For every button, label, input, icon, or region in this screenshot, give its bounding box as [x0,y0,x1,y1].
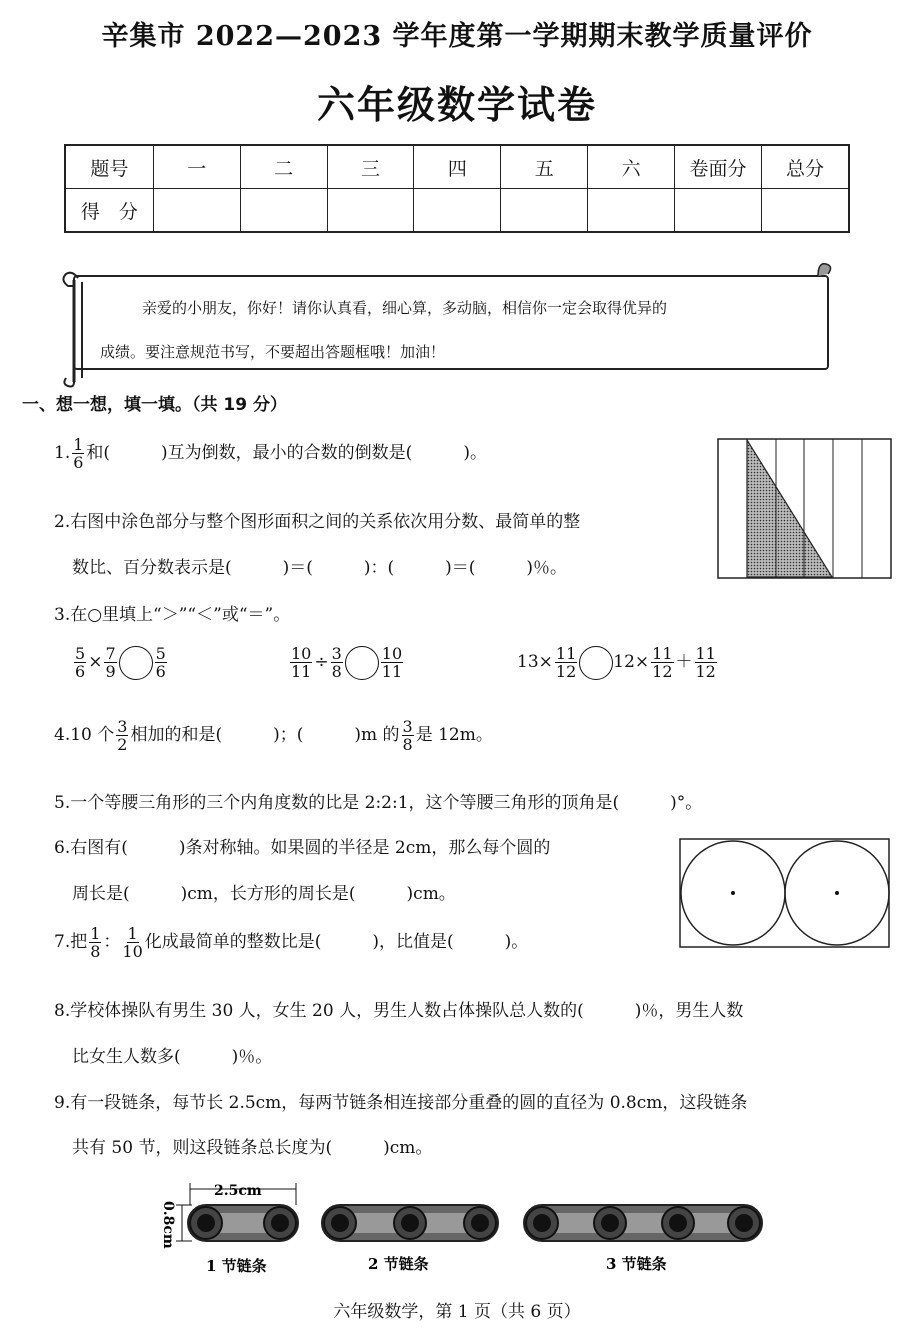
q3-expression-3 [517,645,719,680]
notice-line-1: 亲爱的小朋友，你好！请你认真看，细心算，多动脑，相信你一定会取得优异的 [142,299,668,317]
frac-denominator: 12 [652,662,673,681]
fraction [89,925,101,960]
frac-numerator: 1 [90,924,101,943]
score-header-cell: 五 [501,145,588,189]
chain-label-1: 1 节链条 [206,1257,267,1275]
frac-denominator: 8 [90,942,101,961]
chain-length-label: 2.5cm [214,1183,262,1199]
question-6-line-2: 周长是( )cm，长方形的周长是( )cm。 [72,884,456,904]
fraction [402,718,414,753]
score-input-cell[interactable] [153,189,240,233]
fraction [651,645,673,680]
operator: × [88,652,103,672]
q4-text-pre: 4.10 个 [54,725,115,745]
scroll-banner [58,258,838,388]
exam-header-title: 辛集市 2022—2023 学年度第一学期期末教学质量评价 [101,21,813,52]
fraction [74,645,86,680]
score-input-cell[interactable] [501,189,588,233]
compare-circle[interactable] [579,646,613,680]
frac-denominator: 6 [73,453,84,472]
q7-text-post: 化成最简单的整数比是( )，比值是( )。 [144,932,529,952]
operator: ÷ [314,652,329,672]
frac-denominator: 12 [695,662,716,681]
operator: ＋ [675,652,693,672]
question-8-line-1: 8.学校体操队有男生 30 人，女生 20 人，男生人数占体操队总人数的( )％，男生人数 [54,1001,744,1021]
score-input-cell[interactable] [327,189,414,233]
score-header-cell: 六 [588,145,675,189]
chain-figure [140,1175,780,1285]
section-1-title: 一、想一想，填一填。（共 19 分） [22,395,287,415]
frac-denominator: 6 [75,662,86,681]
page-footer: 六年级数学，第 1 页（共 6 页） [333,1302,581,1322]
question-9-line-2: 共有 50 节，则这段链条总长度为( )cm。 [72,1138,433,1158]
q1-number: 1. [54,443,71,463]
q7-text-pre: 7.把 [54,932,88,952]
fraction [555,645,577,680]
chain-diameter-label: 0.8cm [160,1201,176,1249]
frac-numerator: 11 [555,644,577,663]
frac-numerator: 3 [331,644,342,663]
fraction [331,645,343,680]
score-input-cell[interactable] [588,189,675,233]
fraction [122,925,142,960]
frac-numerator: 3 [117,717,128,736]
frac-denominator: 10 [122,942,143,961]
notice-line-2: 成绩。要注意规范书写，不要超出答题框哦！加油！ [100,343,446,361]
question-8-line-2: 比女生人数多( )％。 [72,1047,273,1067]
frac-denominator: 12 [555,662,577,681]
score-row-label: 得 分 [65,189,153,233]
exam-subtitle: 六年级数学试卷 [316,82,597,127]
fraction [155,645,167,680]
frac-denominator: 8 [402,735,413,754]
q3-expression-1 [72,645,169,680]
frac-numerator: 1 [73,435,84,454]
shaded-rectangle-figure [717,438,893,580]
score-input-cell[interactable] [675,189,762,233]
q1-text: 和( )互为倒数，最小的合数的倒数是( )。 [86,443,487,463]
frac-numerator: 5 [75,644,86,663]
question-5: 5.一个等腰三角形的三个内角度数的比是 2:2:1，这个等腰三角形的顶角是( )°。 [54,793,703,813]
frac-numerator: 1 [127,924,138,943]
score-header-cell: 二 [240,145,327,189]
score-header-cell: 一 [153,145,240,189]
score-header-cell: 卷面分 [675,145,762,189]
frac-numerator: 7 [105,644,116,663]
frac-denominator: 8 [331,662,342,681]
q3-expression-2 [288,645,405,680]
score-table [64,144,850,233]
score-input-cell[interactable] [240,189,327,233]
score-header-cell: 总分 [762,145,850,189]
fraction [381,645,403,680]
chain-2-links [322,1205,498,1241]
frac-numerator: 10 [381,644,403,663]
score-input-cell[interactable] [414,189,501,233]
frac-numerator: 10 [291,644,312,663]
question-2-line-1: 2.右图中涂色部分与整个图形面积之间的关系依次用分数、最简单的整 [54,512,581,532]
frac-numerator: 11 [695,644,716,663]
fraction [290,645,312,680]
frac-numerator: 5 [155,644,166,663]
operand-text: 13× [517,652,553,672]
fraction [695,645,717,680]
chain-1-link [188,1205,298,1241]
operator: ： [103,932,121,952]
fraction [104,645,116,680]
q4-text-post: 是 12m。 [415,725,493,745]
question-9-line-1: 9.有一段链条，每节长 2.5cm，每两节链条相连接部分重叠的圆的直径为 0.8cm，这段链条 [54,1093,748,1113]
question-7 [54,925,528,960]
question-6-line-1: 6.右图有( )条对称轴。如果圆的半径是 2cm，那么每个圆的 [54,838,551,858]
chain-label-3: 3 节链条 [606,1255,667,1273]
frac-numerator: 3 [402,717,413,736]
operand-text: 12× [613,652,650,672]
score-header-cell: 四 [414,145,501,189]
compare-circle[interactable] [345,646,379,680]
question-4 [54,718,493,753]
chain-label-2: 2 节链条 [368,1255,429,1273]
score-table-score-row [65,189,849,233]
question-1 [54,436,487,471]
score-table-header-row [65,145,849,189]
frac-numerator: 11 [652,644,673,663]
fraction [116,718,128,753]
score-header-cell: 题号 [65,145,153,189]
q4-text-mid: 相加的和是( )；( )m 的 [130,725,400,745]
score-header-cell: 三 [327,145,414,189]
frac-denominator: 2 [117,735,128,754]
frac-denominator: 9 [105,662,116,681]
question-3-line-1: 3.在○里填上“＞”“＜”或“＝”。 [54,605,291,625]
score-input-cell[interactable] [762,189,850,233]
frac-denominator: 11 [381,662,403,681]
frac-denominator: 6 [155,662,166,681]
chain-3-links [524,1205,762,1241]
compare-circle[interactable] [119,646,153,680]
question-2-line-2: 数比、百分数表示是( )＝( )：( )＝( )％。 [72,558,568,578]
circles-in-rectangle-figure [679,838,891,950]
q1-fraction [72,436,84,471]
frac-denominator: 11 [291,662,312,681]
